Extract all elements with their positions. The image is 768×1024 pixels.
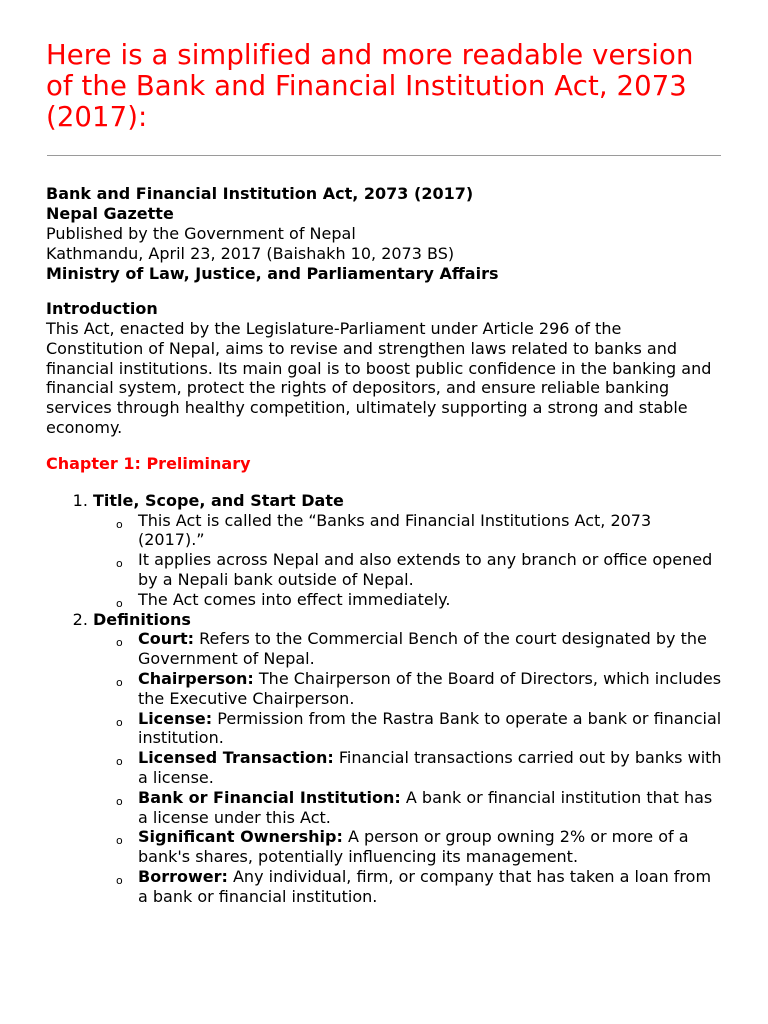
clause-text: The Act comes into effect immediately. <box>138 589 451 609</box>
gazette-name: Nepal Gazette <box>46 204 174 223</box>
section-title: Definitions <box>93 609 191 629</box>
section-item <box>93 491 722 610</box>
clause-item <box>116 511 722 551</box>
section-title: Title, Scope, and Start Date <box>93 490 344 510</box>
definition-term: Significant Ownership: <box>138 827 343 847</box>
definition-term: Court: <box>138 629 195 649</box>
section-list <box>46 491 722 907</box>
definition-text: Any individual, firm, or company that has taken a loan from a bank or financial institution. <box>138 866 712 906</box>
clause-item <box>116 550 722 590</box>
ministry-line: Ministry of Law, Justice, and Parliamentary Affairs <box>46 264 499 283</box>
date-line: Kathmandu, April 23, 2017 (Baishakh 10, 2073 BS) <box>46 244 455 263</box>
definition-item <box>116 827 722 867</box>
introduction-heading: Introduction <box>46 299 158 318</box>
definition-item <box>116 709 722 749</box>
definition-item <box>116 669 722 709</box>
chapter-heading: Chapter 1: Preliminary <box>46 453 251 473</box>
definition-item <box>116 748 722 788</box>
definition-text: Permission from the Rastra Bank to operate a bank or financial institution. <box>138 708 722 748</box>
definition-item <box>116 788 722 828</box>
introduction-text: This Act, enacted by the Legislature-Parliament under Article 296 of the Constitution of Nepal, aims to revise and strengthen laws related to banks and financial institutions. Its main goal is to boost public confidence in the banking and financial system, protect the rights of depositors, and ensure reliable banking services through healthy competition, ultimately supporting a strong and stable economy. <box>46 319 712 437</box>
clause-list <box>93 511 722 610</box>
definition-term: Borrower: <box>138 866 228 886</box>
definition-text: A person or group owning 2% or more of a bank's shares, potentially influencing its management. <box>138 827 689 867</box>
definition-item <box>116 629 722 669</box>
clause-text: It applies across Nepal and also extends to any branch or office opened by a Nepali bank outside of Nepal. <box>138 550 713 589</box>
definition-term: Licensed Transaction: <box>138 748 334 768</box>
definition-text: The Chairperson of the Board of Directors, which includes the Executive Chairperson. <box>138 668 722 708</box>
definition-term: Chairperson: <box>138 668 254 688</box>
definition-text: A bank or financial institution that has a license under this Act. <box>138 787 713 827</box>
clause-item <box>116 590 722 610</box>
act-metadata <box>46 184 722 284</box>
definition-term: Bank or Financial Institution: <box>138 787 401 807</box>
act-title: Bank and Financial Institution Act, 2073 (2017) <box>46 184 474 203</box>
page-title: Here is a simplified and more readable version of the Bank and Financial Institution Act, 2073 (2017): <box>46 39 694 133</box>
title-divider <box>47 155 721 156</box>
definition-term: License: <box>138 708 213 728</box>
clause-text: This Act is called the “Banks and Financial Institutions Act, 2073 (2017).” <box>138 510 652 550</box>
definition-text: Refers to the Commercial Bench of the court designated by the Government of Nepal. <box>138 629 707 669</box>
definition-item <box>116 867 722 907</box>
definition-text: Financial transactions carried out by banks with a license. <box>138 748 722 787</box>
publisher-line: Published by the Government of Nepal <box>46 224 356 243</box>
section-item <box>93 610 722 907</box>
definition-list <box>93 629 722 906</box>
